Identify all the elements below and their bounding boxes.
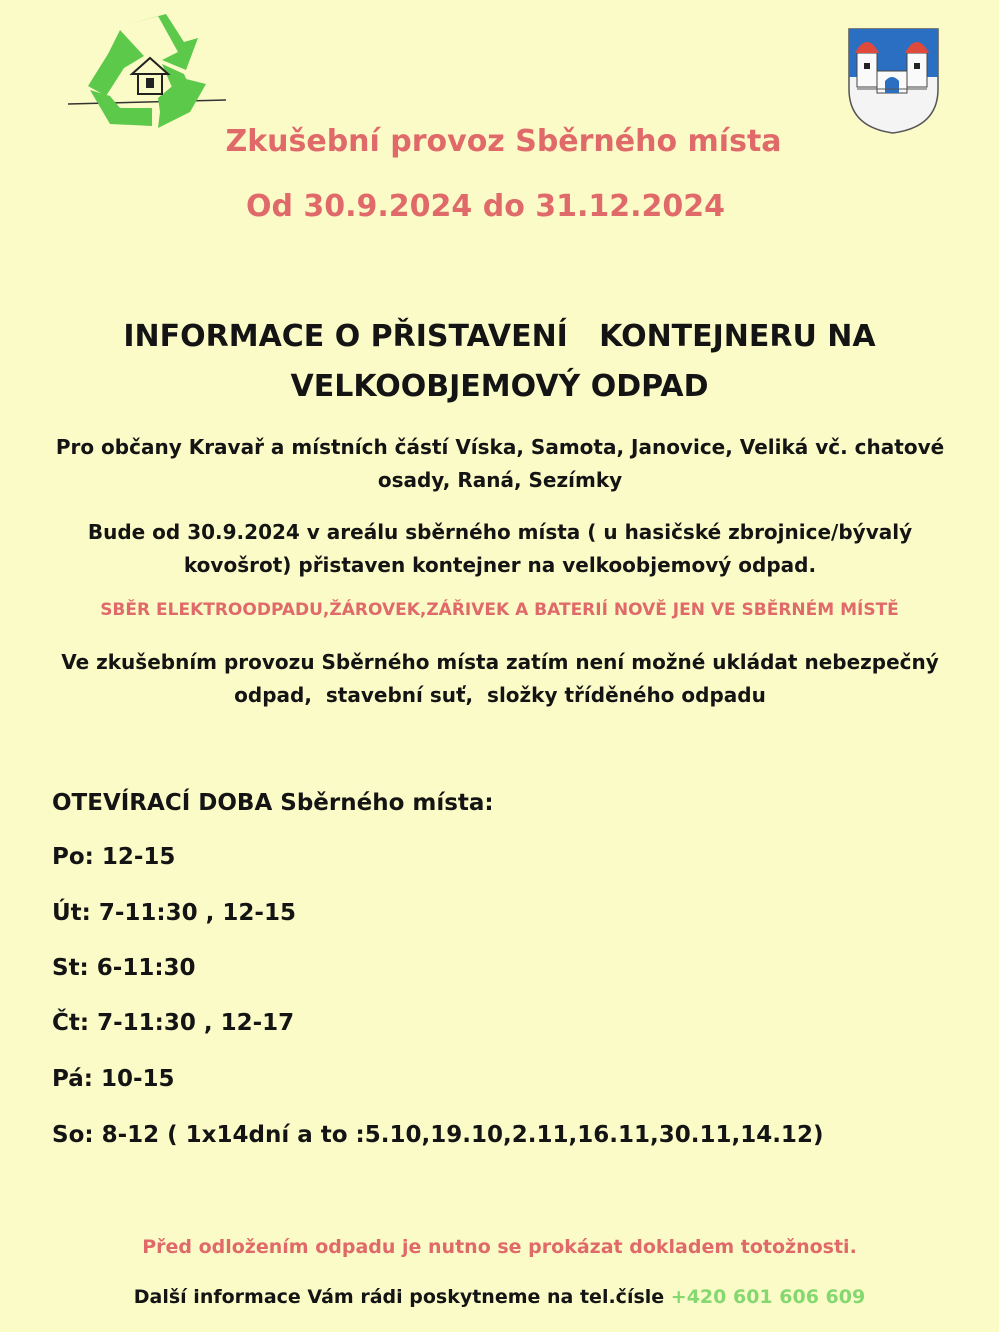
paragraph-location-line-1: Bude od 30.9.2024 v areálu sběrného místa ( u hasičské zbrojnice/bývalý (87, 520, 913, 544)
main-heading-line-1: INFORMACE O PŘISTAVENÍ KONTEJNERU NA (123, 319, 876, 354)
paragraph-restrictions-line-2: odpad, stavební suť, složky tříděného odpadu (234, 683, 766, 707)
opening-hours-tuesday: Út: 7-11:30 , 12-15 (52, 900, 296, 926)
contact-info-text: Další informace Vám rádi poskytneme na tel.čísle (133, 1286, 665, 1308)
main-heading-line-2: VELKOOBJEMOVÝ ODPAD (290, 369, 709, 404)
paragraph-audience (40, 431, 960, 497)
contact-phone[interactable]: +420 601 606 609 (670, 1286, 866, 1308)
paragraph-restrictions (40, 646, 960, 712)
paragraph-audience-line-1: Pro občany Kravař a místních částí Víska, Samota, Janovice, Veliká vč. chatové (55, 435, 945, 459)
contact-info (0, 1286, 999, 1308)
paragraph-container-location (40, 516, 960, 582)
opening-hours-friday: Pá: 10-15 (52, 1066, 175, 1092)
opening-hours-wednesday: St: 6-11:30 (52, 955, 196, 981)
opening-hours-title: OTEVÍRACÍ DOBA Sběrného místa: (52, 790, 494, 816)
date-range: Od 30.9.2024 do 31.12.2024 (245, 189, 726, 224)
id-requirement-notice: Před odložením odpadu je nutno se prokázat dokladem totožnosti. (142, 1236, 857, 1258)
paragraph-restrictions-line-1: Ve zkušebním provozu Sběrného místa zatím není možné ukládat nebezpečný (61, 650, 939, 674)
opening-hours-thursday: Čt: 7-11:30 , 12-17 (52, 1010, 295, 1036)
opening-hours-saturday: So: 8-12 ( 1x14dní a to :5.10,19.10,2.11,16.11,30.11,14.12) (52, 1122, 824, 1148)
recycling-logo-icon (66, 12, 228, 138)
paragraph-location-line-2: kovošrot) přistaven kontejner na velkoobjemový odpad. (183, 553, 817, 577)
opening-hours-monday: Po: 12-15 (52, 844, 176, 870)
paragraph-audience-line-2: osady, Raná, Sezímky (377, 468, 623, 492)
e-waste-notice: SBĚR ELEKTROODPADU,ŽÁROVEK,ZÁŘIVEK A BATERIÍ NOVĚ JEN VE SBĚRNÉM MÍSTĚ (100, 600, 899, 620)
page-title: Zkušební provoz Sběrného místa (225, 124, 782, 159)
coat-of-arms-icon (847, 27, 940, 135)
